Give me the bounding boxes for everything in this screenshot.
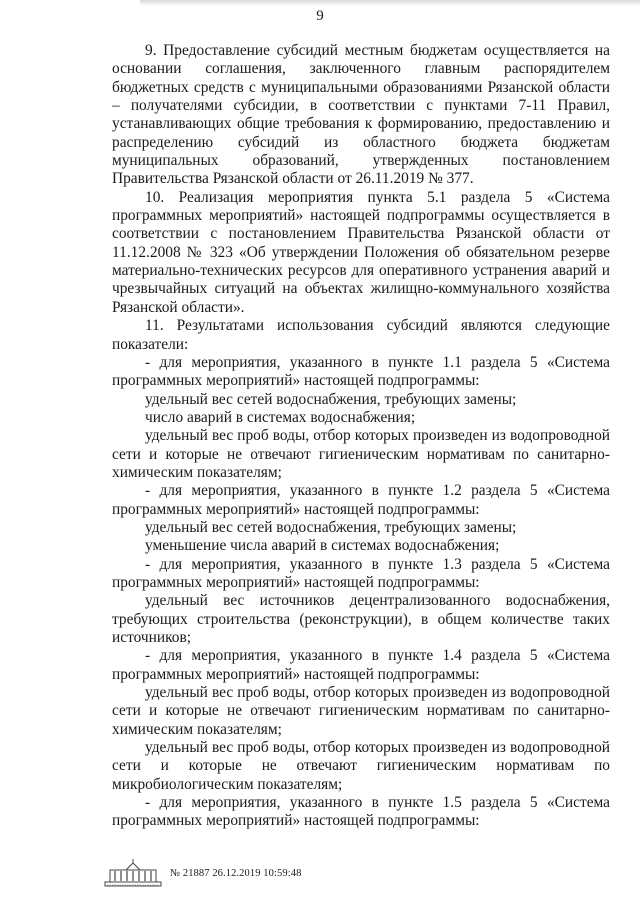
document-body	[112, 42, 610, 831]
list-item: - для мероприятия, указанного в пункте 1.5 раздела 5 «Система программных мероприятий» настоящей подпрограммы:	[112, 794, 610, 830]
page-number: 9	[316, 8, 324, 24]
list-item: - для мероприятия, указанного в пункте 1.2 раздела 5 «Система программных мероприятий» настоящей подпрограммы:	[112, 482, 610, 518]
list-item: удельный вес источников децентрализованного водоснабжения, требующих строительства (реконструкции), в общем количестве таких источников;	[112, 592, 610, 646]
paragraph: 9. Предоставление субсидий местным бюджетам осуществляется на основании соглашения, заключенного главным распорядителем бюджетных средств с муниципальными образованиями Рязанской области – получателями субсидии, в соответствии с пунктами 7-11 Правил, устанавливающих общие требования к формированию, предоставлению и распределению субсидий из областного бюджета бюджетам муниципальных образований, утвержденных постановлением Правительства Рязанской области от 26.11.2019 № 377.	[112, 42, 610, 188]
list-item: - для мероприятия, указанного в пункте 1.3 раздела 5 «Система программных мероприятий» настоящей подпрограммы:	[112, 555, 610, 591]
list-item: удельный вес сетей водоснабжения, требующих замены;	[145, 518, 517, 536]
scan-edge-shadow	[140, 0, 640, 6]
list-item: удельный вес проб воды, отбор которых произведен из водопроводной сети и которые не отвечают гигиеническим нормативам по санитарно-химическим показателям;	[112, 427, 610, 481]
list-item: число аварий в системах водоснабжения;	[145, 408, 416, 426]
list-item: уменьшение числа аварий в системах водоснабжения;	[145, 537, 500, 555]
list-item: удельный вес проб воды, отбор которых произведен из водопроводной сети и которые не отвечают гигиеническим нормативам по микробиологическим показателям;	[112, 739, 610, 793]
list-item: - для мероприятия, указанного в пункте 1.1 раздела 5 «Система программных мероприятий» настоящей подпрограммы:	[112, 353, 610, 390]
list-item: удельный вес сетей водоснабжения, требующих замены;	[145, 390, 517, 408]
paragraph: 10. Реализация мероприятия пункта 5.1 раздела 5 «Система программных мероприятий» настоящей подпрограммы осуществляется в соответствии с постановлением Правительства Рязанской области от 11.12.2008 № 323 «Об утверждении Положения об обязательном резерве материально-технических ресурсов для оперативного устранения аварий и чрезвычайных ситуаций на объектах жилищно-коммунального хозяйства Рязанской области».	[112, 188, 610, 316]
list-item: - для мероприятия, указанного в пункте 1.4 раздела 5 «Система программных мероприятий» настоящей подпрограммы:	[112, 647, 610, 683]
paragraph: 11. Результатами использования субсидий являются следующие показатели:	[112, 317, 610, 353]
list-item: удельный вес проб воды, отбор которых произведен из водопроводной сети и которые не отвечают гигиеническим нормативам по санитарно-химическим показателям;	[112, 684, 610, 738]
registration-stamp: № 21887 26.12.2019 10:59:48	[170, 867, 302, 879]
document-footer	[104, 858, 301, 888]
government-building-icon	[104, 858, 162, 888]
